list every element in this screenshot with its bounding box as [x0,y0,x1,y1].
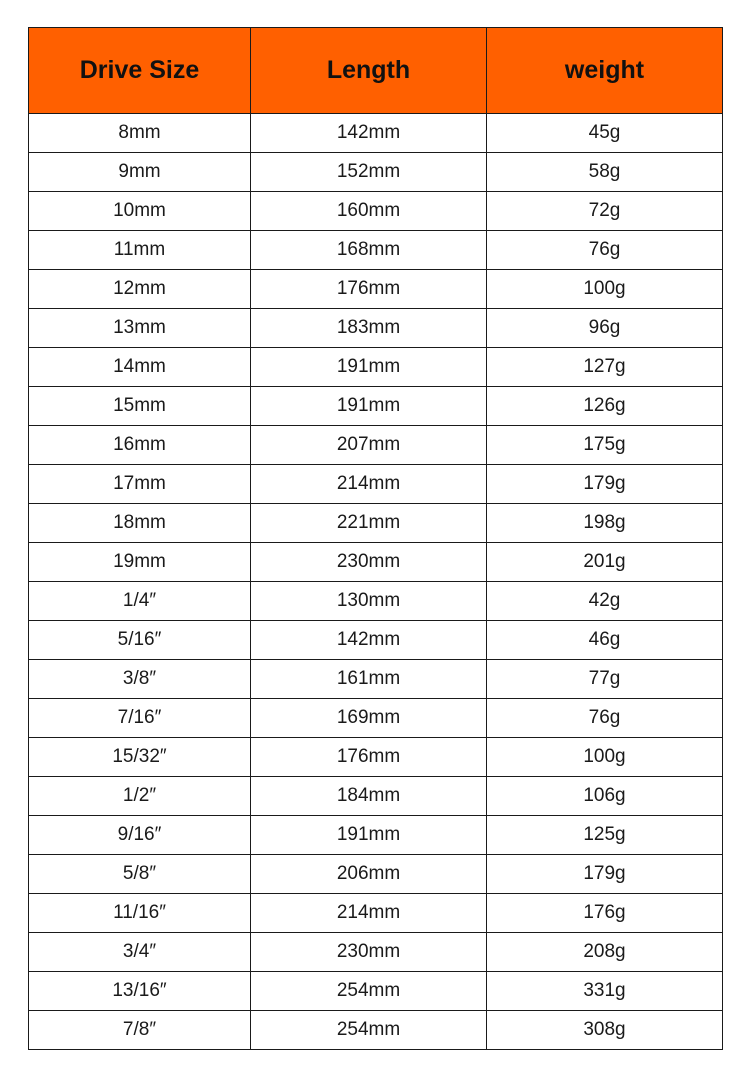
weight-cell: 106g [487,777,723,816]
drive-size-cell: 3/8″ [29,660,251,699]
length-cell: 254mm [251,1011,487,1050]
table-row [29,855,723,894]
drive-size-cell: 7/8″ [29,1011,251,1050]
length-cell: 130mm [251,582,487,621]
drive-size-cell: 5/8″ [29,855,251,894]
table-row [29,621,723,660]
weight-cell: 42g [487,582,723,621]
weight-cell: 58g [487,153,723,192]
header-weight: weight [487,28,723,114]
header-length: Length [251,28,487,114]
drive-size-cell: 13/16″ [29,972,251,1011]
length-cell: 168mm [251,231,487,270]
length-cell: 191mm [251,816,487,855]
table-row [29,270,723,309]
length-cell: 176mm [251,270,487,309]
table-body [29,114,723,1050]
drive-size-cell: 1/2″ [29,777,251,816]
drive-size-cell: 1/4″ [29,582,251,621]
length-cell: 183mm [251,309,487,348]
length-cell: 230mm [251,933,487,972]
table-row [29,153,723,192]
table-row [29,504,723,543]
table-row [29,816,723,855]
drive-size-cell: 14mm [29,348,251,387]
weight-cell: 331g [487,972,723,1011]
drive-size-cell: 13mm [29,309,251,348]
header-row [29,28,723,114]
weight-cell: 126g [487,387,723,426]
weight-cell: 46g [487,621,723,660]
table-row [29,933,723,972]
weight-cell: 198g [487,504,723,543]
table-row [29,699,723,738]
table-row [29,972,723,1011]
drive-size-cell: 18mm [29,504,251,543]
weight-cell: 308g [487,1011,723,1050]
table-row [29,777,723,816]
drive-size-cell: 19mm [29,543,251,582]
length-cell: 184mm [251,777,487,816]
weight-cell: 179g [487,465,723,504]
weight-cell: 77g [487,660,723,699]
table-header [29,28,723,114]
weight-cell: 125g [487,816,723,855]
length-cell: 142mm [251,114,487,153]
drive-size-cell: 9mm [29,153,251,192]
table-row [29,1011,723,1050]
table-row [29,348,723,387]
drive-size-cell: 15/32″ [29,738,251,777]
weight-cell: 127g [487,348,723,387]
drive-size-cell: 8mm [29,114,251,153]
drive-size-cell: 11/16″ [29,894,251,933]
weight-cell: 201g [487,543,723,582]
weight-cell: 175g [487,426,723,465]
drive-size-cell: 3/4″ [29,933,251,972]
length-cell: 169mm [251,699,487,738]
weight-cell: 96g [487,309,723,348]
length-cell: 214mm [251,894,487,933]
length-cell: 206mm [251,855,487,894]
length-cell: 221mm [251,504,487,543]
spec-table [28,27,723,1050]
length-cell: 191mm [251,387,487,426]
length-cell: 142mm [251,621,487,660]
length-cell: 160mm [251,192,487,231]
length-cell: 152mm [251,153,487,192]
weight-cell: 76g [487,699,723,738]
table-row [29,543,723,582]
weight-cell: 179g [487,855,723,894]
length-cell: 191mm [251,348,487,387]
drive-size-cell: 5/16″ [29,621,251,660]
length-cell: 254mm [251,972,487,1011]
table-row [29,894,723,933]
table-row [29,231,723,270]
length-cell: 161mm [251,660,487,699]
table-row [29,660,723,699]
table-row [29,426,723,465]
length-cell: 207mm [251,426,487,465]
length-cell: 230mm [251,543,487,582]
weight-cell: 100g [487,270,723,309]
header-drive-size: Drive Size [29,28,251,114]
table-row [29,465,723,504]
length-cell: 176mm [251,738,487,777]
table-row [29,387,723,426]
weight-cell: 76g [487,231,723,270]
weight-cell: 176g [487,894,723,933]
drive-size-cell: 17mm [29,465,251,504]
table-row [29,738,723,777]
weight-cell: 45g [487,114,723,153]
drive-size-cell: 9/16″ [29,816,251,855]
weight-cell: 208g [487,933,723,972]
table-row [29,309,723,348]
table-row [29,192,723,231]
table-row [29,582,723,621]
drive-size-cell: 16mm [29,426,251,465]
table-row [29,114,723,153]
drive-size-cell: 7/16″ [29,699,251,738]
weight-cell: 100g [487,738,723,777]
drive-size-cell: 11mm [29,231,251,270]
drive-size-cell: 10mm [29,192,251,231]
drive-size-cell: 15mm [29,387,251,426]
weight-cell: 72g [487,192,723,231]
length-cell: 214mm [251,465,487,504]
drive-size-cell: 12mm [29,270,251,309]
